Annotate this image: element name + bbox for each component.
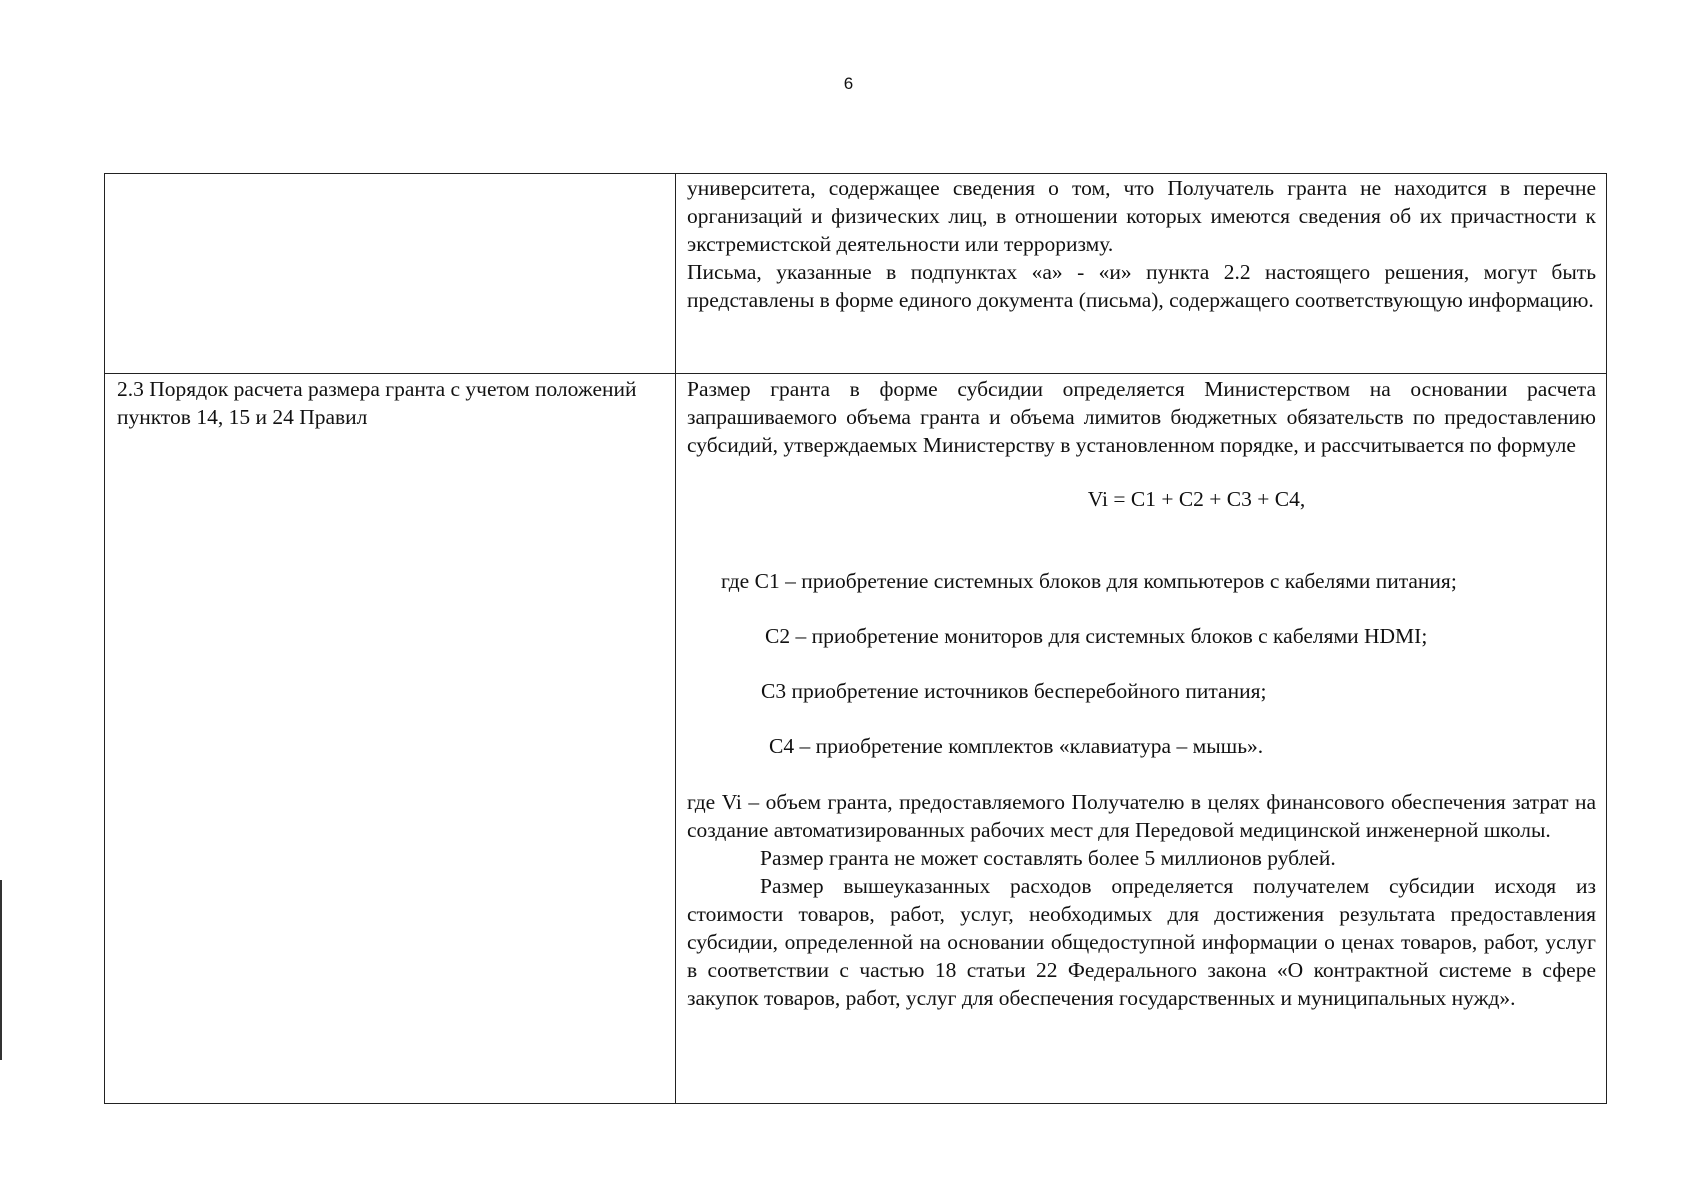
section-heading: 2.3 Порядок расчета размера гранта с учетом положений пунктов 14, 15 и 24 Правил [117, 377, 637, 429]
row1-left-cell [105, 174, 676, 374]
legend-c4: С4 – приобретение комплектов «клавиатура – мышь». [769, 734, 1264, 758]
table-row [105, 174, 1607, 374]
expenses-paragraph: Размер вышеуказанных расходов определяется получателем субсидии исходя из стоимости товаров, работ, услуг, необходимых для достижения результата предоставления субсидии, определенной на основании общедоступной информации о ценах товаров, работ, услуг в соответствии с частью 18 статьи 22 Федерального закона «О контрактной системе в сфере закупок товаров, работ, услуг для обеспечения государственных и муниципальных нужд». [687, 874, 1596, 1010]
legend-c2: С2 – приобретение мониторов для системных блоков с кабелями HDMI; [765, 624, 1428, 648]
row2-right-cell [676, 374, 1607, 1104]
row1-paragraph-letters: Письма, указанные в подпунктах «а» - «и» пункта 2.2 настоящего решения, могут быть представлены в форме единого документа (письма), содержащего соответствующую информацию. [687, 260, 1596, 312]
vi-definition: где Vi – объем гранта, предоставляемого Получателю в целях финансового обеспечения затрат на создание автоматизированных рабочих мест для Передовой медицинской инженерной школы. [687, 790, 1596, 842]
legend-c3: С3 приобретение источников бесперебойного питания; [761, 679, 1267, 703]
page-number: 6 [843, 74, 854, 93]
grant-formula: Vi = C1 + C2 + C3 + C4, [1087, 487, 1306, 511]
grant-limit: Размер гранта не может составлять более 5 миллионов рублей. [760, 846, 1336, 870]
document-table [104, 173, 1607, 1104]
table-row [105, 374, 1607, 1104]
legend-c1: где С1 – приобретение системных блоков для компьютеров с кабелями питания; [721, 569, 1457, 593]
row1-right-cell [676, 174, 1607, 374]
scan-margin-mark [0, 880, 2, 1060]
grant-calculation-intro: Размер гранта в форме субсидии определяется Министерством на основании расчета запрашиваемого объема гранта и объема лимитов бюджетных обязательств по предоставлению субсидий, утверждаемых Министерству в установленном порядке, и рассчитывается по формуле [687, 377, 1596, 457]
row1-paragraph-continuation: университета, содержащее сведения о том, что Получатель гранта не находится в перечне организаций и физических лиц, в отношении которых имеются сведения об их причастности к экстремистской деятельности или терроризму. [687, 176, 1596, 256]
row2-left-cell [105, 374, 676, 1104]
